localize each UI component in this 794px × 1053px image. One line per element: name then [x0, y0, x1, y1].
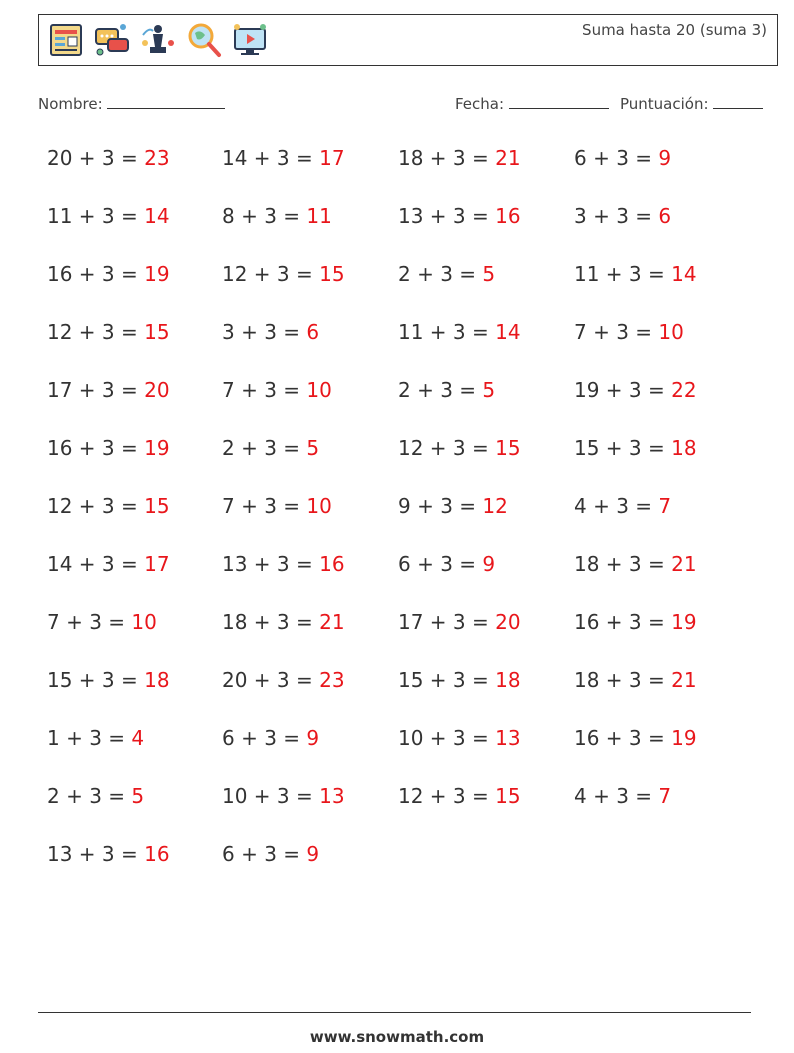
name-field	[38, 94, 225, 113]
problem-expression: 7 + 3 =	[574, 320, 659, 344]
problem-answer: 5	[482, 262, 496, 286]
problem-row	[47, 312, 767, 370]
problem-expression: 16 + 3 =	[47, 262, 145, 286]
problem-expression: 2 + 3 =	[222, 436, 307, 460]
worksheet-title: Suma hasta 20 (suma 3)	[582, 21, 767, 39]
problem-answer: 10	[131, 610, 157, 634]
problem-item	[398, 552, 495, 576]
problem-expression: 4 + 3 =	[574, 494, 659, 518]
problem-expression: 18 + 3 =	[222, 610, 320, 634]
problem-expression: 15 + 3 =	[398, 668, 496, 692]
problem-item	[222, 436, 319, 460]
problem-row	[47, 196, 767, 254]
name-label: Nombre:	[38, 95, 103, 113]
problem-answer: 12	[482, 494, 508, 518]
problem-item	[574, 784, 671, 808]
problem-expression: 18 + 3 =	[574, 552, 672, 576]
date-field	[455, 94, 609, 113]
problem-item	[47, 262, 170, 286]
problem-item	[574, 436, 697, 460]
problem-item	[222, 262, 345, 286]
problem-expression: 10 + 3 =	[222, 784, 320, 808]
problem-item	[47, 320, 170, 344]
problem-expression: 15 + 3 =	[47, 668, 145, 692]
problem-item	[47, 726, 144, 750]
problem-expression: 9 + 3 =	[398, 494, 483, 518]
problem-row	[47, 428, 767, 486]
magnifier-globe-icon	[185, 21, 223, 59]
problem-answer: 15	[144, 320, 170, 344]
problem-expression: 12 + 3 =	[222, 262, 320, 286]
problem-answer: 21	[671, 552, 697, 576]
problem-answer: 19	[671, 610, 697, 634]
problem-answer: 5	[306, 436, 320, 460]
problem-item	[222, 320, 319, 344]
problem-answer: 19	[144, 436, 170, 460]
problem-item	[398, 436, 521, 460]
problem-expression: 15 + 3 =	[574, 436, 672, 460]
problem-item	[574, 668, 697, 692]
problem-item	[47, 494, 170, 518]
problem-item	[222, 204, 332, 228]
problem-item	[222, 146, 345, 170]
problem-expression: 12 + 3 =	[47, 320, 145, 344]
problem-answer: 7	[658, 784, 672, 808]
problem-item	[398, 320, 521, 344]
problem-item	[47, 436, 170, 460]
problem-row	[47, 544, 767, 602]
problem-expression: 7 + 3 =	[222, 378, 307, 402]
chat-bubbles-icon	[93, 21, 131, 59]
problem-item	[398, 204, 521, 228]
problem-expression: 18 + 3 =	[574, 668, 672, 692]
problem-answer: 9	[306, 842, 320, 866]
problem-item	[47, 552, 170, 576]
problem-item	[574, 262, 697, 286]
problem-answer: 11	[306, 204, 332, 228]
problem-expression: 19 + 3 =	[574, 378, 672, 402]
problem-answer: 21	[671, 668, 697, 692]
problem-answer: 9	[482, 552, 496, 576]
problem-item	[574, 726, 697, 750]
problem-row	[47, 602, 767, 660]
icon-strip	[47, 21, 269, 59]
score-field	[620, 94, 763, 113]
date-label: Fecha:	[455, 95, 505, 113]
problem-answer: 20	[495, 610, 521, 634]
problem-item	[398, 668, 521, 692]
problem-item	[47, 668, 170, 692]
problem-item	[574, 320, 684, 344]
problem-item	[398, 378, 495, 402]
problem-answer: 6	[658, 204, 672, 228]
problem-answer: 23	[144, 146, 170, 170]
problem-answer: 18	[495, 668, 521, 692]
problem-item	[222, 610, 345, 634]
problem-item	[222, 842, 319, 866]
score-label: Puntuación:	[620, 95, 709, 113]
problem-expression: 11 + 3 =	[47, 204, 145, 228]
problem-item	[222, 726, 319, 750]
problem-answer: 19	[144, 262, 170, 286]
problem-answer: 5	[131, 784, 145, 808]
footer-url: www.snowmath.com	[309, 1028, 485, 1046]
problem-item	[222, 494, 332, 518]
problem-answer: 16	[319, 552, 345, 576]
problem-answer: 9	[658, 146, 672, 170]
problem-answer: 21	[495, 146, 521, 170]
problem-answer: 19	[671, 726, 697, 750]
problem-expression: 16 + 3 =	[574, 726, 672, 750]
newspaper-icon	[47, 21, 85, 59]
problem-expression: 11 + 3 =	[398, 320, 496, 344]
problem-expression: 16 + 3 =	[574, 610, 672, 634]
problem-expression: 7 + 3 =	[47, 610, 132, 634]
problem-answer: 17	[144, 552, 170, 576]
problem-item	[574, 494, 671, 518]
problem-expression: 14 + 3 =	[47, 552, 145, 576]
problem-row	[47, 486, 767, 544]
problem-expression: 20 + 3 =	[47, 146, 145, 170]
problem-row	[47, 370, 767, 428]
problem-expression: 11 + 3 =	[574, 262, 672, 286]
problem-expression: 2 + 3 =	[398, 378, 483, 402]
problem-answer: 16	[495, 204, 521, 228]
problem-item	[47, 378, 170, 402]
problem-answer: 15	[495, 784, 521, 808]
problem-expression: 17 + 3 =	[398, 610, 496, 634]
name-blank[interactable]	[107, 94, 225, 109]
problem-item	[398, 146, 521, 170]
problem-expression: 13 + 3 =	[47, 842, 145, 866]
problem-expression: 4 + 3 =	[574, 784, 659, 808]
date-blank[interactable]	[509, 94, 609, 109]
problem-item	[47, 784, 144, 808]
problem-answer: 18	[671, 436, 697, 460]
problem-answer: 15	[495, 436, 521, 460]
problem-answer: 16	[144, 842, 170, 866]
problem-answer: 14	[671, 262, 697, 286]
problem-expression: 13 + 3 =	[222, 552, 320, 576]
problem-item	[398, 726, 521, 750]
problem-row	[47, 138, 767, 196]
problem-answer: 4	[131, 726, 145, 750]
problem-item	[574, 146, 671, 170]
problem-answer: 7	[658, 494, 672, 518]
problem-expression: 1 + 3 =	[47, 726, 132, 750]
problem-answer: 13	[319, 784, 345, 808]
problem-item	[222, 552, 345, 576]
problem-item	[222, 378, 332, 402]
problem-expression: 6 + 3 =	[398, 552, 483, 576]
problem-answer: 15	[319, 262, 345, 286]
problem-expression: 13 + 3 =	[398, 204, 496, 228]
problem-answer: 10	[306, 378, 332, 402]
problem-item	[47, 146, 170, 170]
problem-item	[47, 204, 170, 228]
problem-item	[398, 784, 521, 808]
problem-answer: 23	[319, 668, 345, 692]
problem-expression: 3 + 3 =	[574, 204, 659, 228]
problem-expression: 14 + 3 =	[222, 146, 320, 170]
problem-expression: 12 + 3 =	[398, 784, 496, 808]
problem-row	[47, 834, 767, 892]
problem-expression: 18 + 3 =	[398, 146, 496, 170]
problem-expression: 3 + 3 =	[222, 320, 307, 344]
problem-row	[47, 660, 767, 718]
problem-expression: 17 + 3 =	[47, 378, 145, 402]
problem-row	[47, 776, 767, 834]
problem-expression: 6 + 3 =	[222, 842, 307, 866]
chess-piece-icon	[139, 21, 177, 59]
problem-answer: 9	[306, 726, 320, 750]
problem-answer: 20	[144, 378, 170, 402]
problem-answer: 13	[495, 726, 521, 750]
problem-expression: 10 + 3 =	[398, 726, 496, 750]
problem-answer: 6	[306, 320, 320, 344]
problem-item	[47, 610, 157, 634]
problem-answer: 17	[319, 146, 345, 170]
problem-expression: 7 + 3 =	[222, 494, 307, 518]
problem-item	[47, 842, 170, 866]
problem-item	[398, 494, 508, 518]
problem-answer: 10	[306, 494, 332, 518]
problem-answer: 14	[144, 204, 170, 228]
problem-item	[398, 262, 495, 286]
problem-item	[574, 610, 697, 634]
problem-expression: 8 + 3 =	[222, 204, 307, 228]
score-blank[interactable]	[713, 94, 763, 109]
problem-item	[222, 784, 345, 808]
problem-expression: 20 + 3 =	[222, 668, 320, 692]
problem-item	[222, 668, 345, 692]
problem-answer: 14	[495, 320, 521, 344]
problem-row	[47, 718, 767, 776]
problem-answer: 22	[671, 378, 697, 402]
problem-answer: 5	[482, 378, 496, 402]
monitor-video-icon	[231, 21, 269, 59]
problem-answer: 10	[658, 320, 684, 344]
problem-expression: 12 + 3 =	[47, 494, 145, 518]
problem-item	[574, 378, 697, 402]
problem-answer: 21	[319, 610, 345, 634]
footer-divider	[38, 1012, 751, 1013]
problem-row	[47, 254, 767, 312]
problem-item	[574, 204, 671, 228]
problem-answer: 15	[144, 494, 170, 518]
problem-expression: 2 + 3 =	[47, 784, 132, 808]
problem-expression: 16 + 3 =	[47, 436, 145, 460]
problem-expression: 12 + 3 =	[398, 436, 496, 460]
problem-item	[398, 610, 521, 634]
header-box	[38, 14, 778, 66]
problem-expression: 6 + 3 =	[222, 726, 307, 750]
problem-answer: 18	[144, 668, 170, 692]
problem-expression: 2 + 3 =	[398, 262, 483, 286]
problem-item	[574, 552, 697, 576]
problem-expression: 6 + 3 =	[574, 146, 659, 170]
